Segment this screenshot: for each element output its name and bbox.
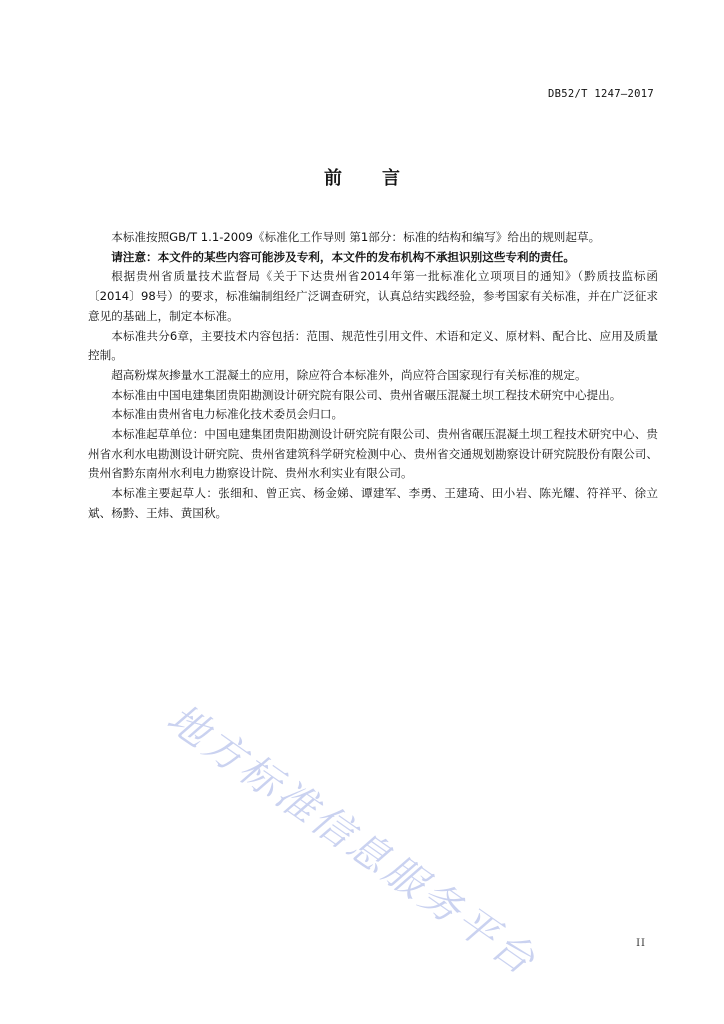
paragraph-administrator: 本标准由贵州省电力标准化技术委员会归口。 xyxy=(111,407,344,422)
watermark: 地方标准信息服务平台 xyxy=(158,695,546,986)
standard-code: DB52/T 1247—2017 xyxy=(548,88,654,100)
foreword-body xyxy=(88,228,658,524)
paragraph-drafting-units: 本标准起草单位：中国电建集团贵阳勘测设计研究院有限公司、贵州省碾压混凝土坝工程技术研究中心、贵州省水利水电勘测设计研究院、贵州省建筑科学研究检测中心、贵州省交通规划勘察设计研究院股份有限公司、贵州省黔东南州水利电力勘察设计院、贵州水利实业有限公司。 xyxy=(88,427,658,481)
paragraph-patent-notice: 请注意：本文件的某些内容可能涉及专利，本文件的发布机构不承担识别这些专利的责任。 xyxy=(111,249,575,264)
paragraph-drafting-rules: 本标准按照GB/T 1.1-2009《标准化工作导则 第1部分：标准的结构和编写》给出的规则起草。 xyxy=(111,230,601,244)
paragraph-proposer: 本标准由中国电建集团贵阳勘测设计研究院有限公司、贵州省碾压混凝土坝工程技术研究中心提出。 xyxy=(111,387,622,402)
paragraph-drafters: 本标准主要起草人：张细和、曾正宾、杨金娣、谭建军、李勇、王建琦、田小岩、陈光耀、符祥平、徐立斌、杨黔、王炜、黄国秋。 xyxy=(88,486,658,520)
paragraph-basis: 根据贵州省质量技术监督局《关于下达贵州省2014年第一批标准化立项项目的通知》（黔质技监标函〔2014〕98号）的要求，标准编制组经广泛调查研究，认真总结实践经验，参考国家有关标准，并在广泛征求意见的基础上，制定本标准。 xyxy=(88,269,658,323)
paragraph-chapters: 本标准共分6章，主要技术内容包括：范围、规范性引用文件、术语和定义、原材料、配合比、应用及质量控制。 xyxy=(88,328,658,363)
page-number: II xyxy=(636,938,646,949)
page-title: 前言 xyxy=(324,168,440,189)
paragraph-application: 超高粉煤灰掺量水工混凝土的应用，除应符合本标准外，尚应符合国家现行有关标准的规定。 xyxy=(111,367,587,382)
